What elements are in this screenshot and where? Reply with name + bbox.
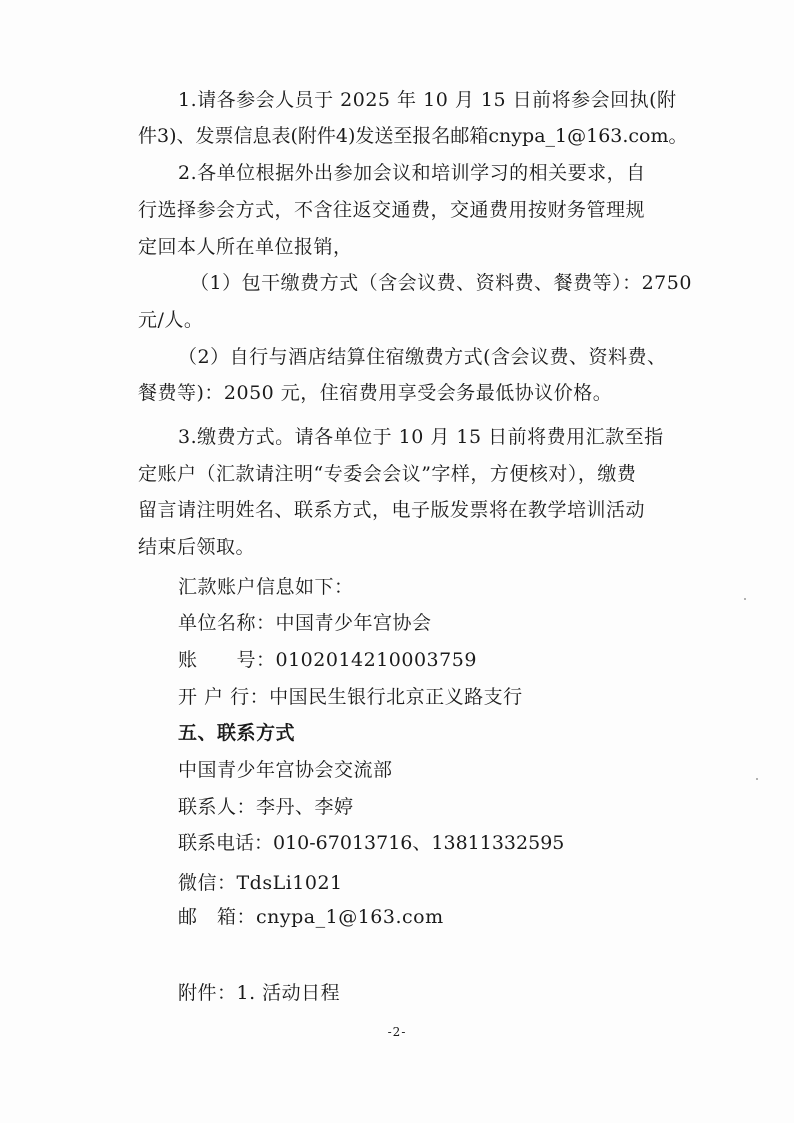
paragraph-3-line-3: 留言请注明姓名、联系方式，电子版发票将在教学培训活动 xyxy=(138,499,646,521)
paragraph-1-line-1: 1.请各参会人员于 2025 年 10 月 15 日前将参会回执(附 xyxy=(178,89,677,111)
opening-bank: 开 户 行：中国民生银行北京正义路支行 xyxy=(178,686,523,708)
attachment-line: 附件：1. 活动日程 xyxy=(178,982,341,1004)
page-number: -2- xyxy=(387,1025,407,1039)
contact-persons: 联系人：李丹、李婷 xyxy=(178,796,354,818)
paragraph-3-line-4: 结束后领取。 xyxy=(138,536,256,558)
account-name: 单位名称：中国青少年宫协会 xyxy=(178,612,432,634)
section-heading-contact: 五、联系方式 xyxy=(178,722,296,744)
contact-department: 中国青少年宫协会交流部 xyxy=(178,759,393,781)
paragraph-2-line-1: 2.各单位根据外出参加会议和培训学习的相关要求，自 xyxy=(178,162,646,184)
paragraph-2-line-2: 行选择参会方式，不含往返交通费，交通费用按财务管理规 xyxy=(138,199,646,221)
scan-speck xyxy=(756,778,758,780)
scan-speck xyxy=(744,598,746,600)
fee-option-1-line-1: （1）包干缴费方式（含会议费、资料费、餐费等）：2750 xyxy=(190,272,692,294)
contact-phone: 联系电话：010-67013716、13811332595 xyxy=(178,832,565,854)
paragraph-3-line-1: 3.缴费方式。请各单位于 10 月 15 日前将费用汇款至指 xyxy=(178,426,664,448)
paragraph-2-line-3: 定回本人所在单位报销， xyxy=(138,236,353,258)
fee-option-2-line-2: 餐费等)：2050 元，住宿费用享受会务最低协议价格。 xyxy=(138,382,613,404)
paragraph-3-line-2: 定账户（汇款请注明“专委会会议”字样，方便核对），缴费 xyxy=(138,463,637,485)
contact-email: 邮 箱：cnypa_1@163.com xyxy=(178,906,444,928)
fee-option-2-line-1: （2）自行与酒店结算住宿缴费方式(含会议费、资料费、 xyxy=(178,346,667,368)
account-number: 账 号：0102014210003759 xyxy=(178,649,477,671)
contact-wechat: 微信：TdsLi1021 xyxy=(178,872,343,894)
fee-option-1-line-2: 元/人。 xyxy=(138,309,204,331)
paragraph-1-line-2: 件3)、发票信息表(附件4)发送至报名邮箱cnypa_1@163.com。 xyxy=(138,125,688,147)
remittance-info-heading: 汇款账户信息如下： xyxy=(178,576,354,598)
